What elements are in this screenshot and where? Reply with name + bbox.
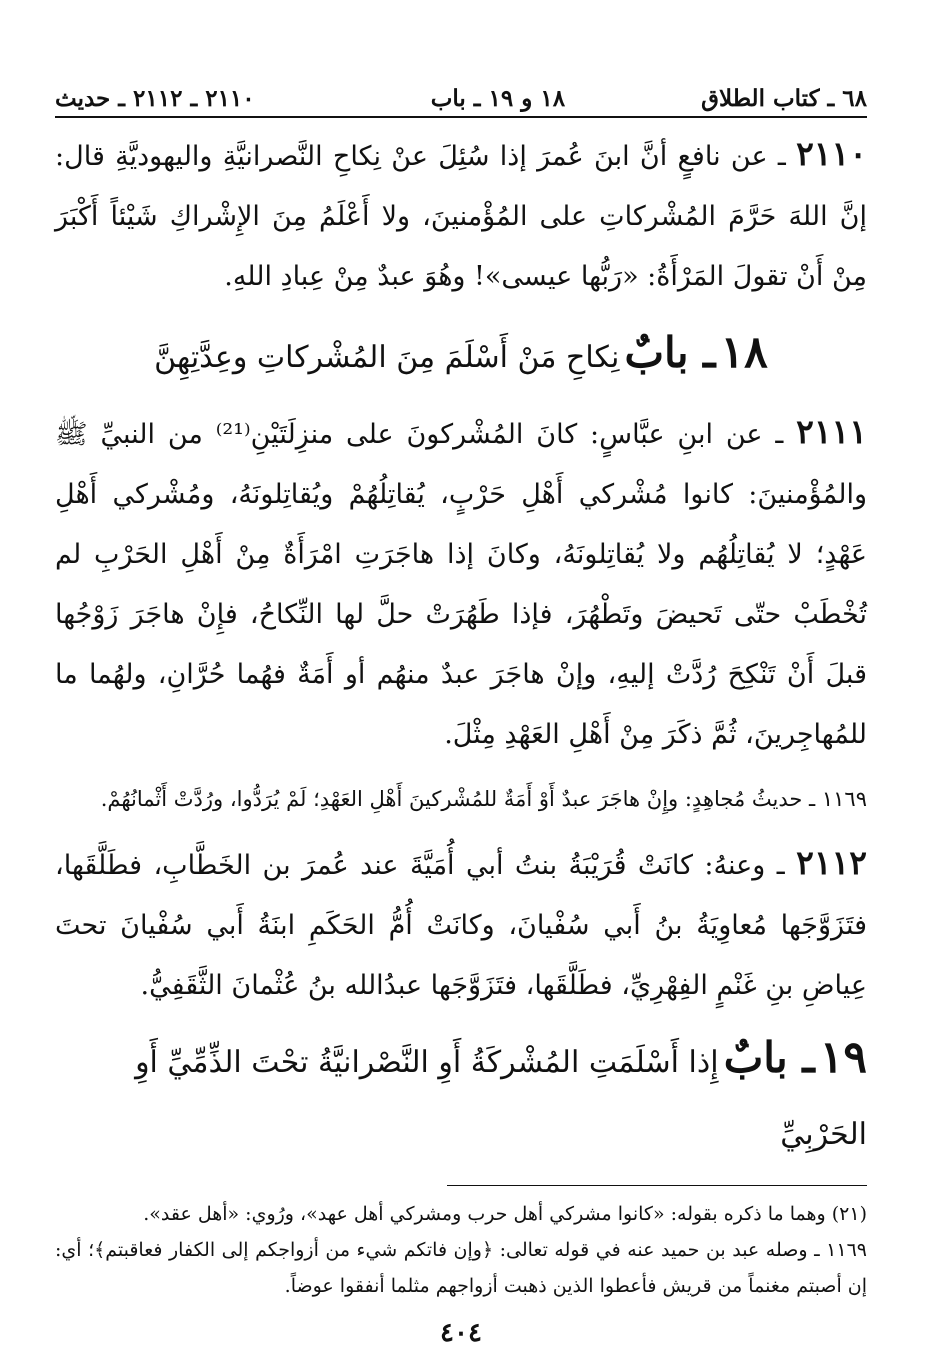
hadith-text: ـ عن نافعٍ أنَّ ابنَ عُمرَ إذا سُئِلَ عنْ نِكاحِ النَّصرانيَّةِ واليهوديَّةِ قال: إنَّ اللهَ حَرَّمَ المُشْركاتِ على المُؤْمنينَ، ولا أَعْلَمُ مِنَ الإِشْراكِ شَيْئاً أَكْبَرَ مِنْ أَنْ تقولَ المَرْأَةُ: «رَبُّها عيسى»! وهُوَ عبدٌ مِنْ عِبادِ اللهِ.: [55, 141, 867, 292]
note-text: ١١٦٩ ـ حديثُ مُجاهِدٍ: وإِنْ هاجَرَ عبدٌ أَوْ أَمَةٌ للمُشْركينَ أَهْلِ العَهْدِ؛ لَمْ يُرَدُّوا، ورُدَّتْ أَثْمانُهُمْ.: [100, 787, 867, 811]
note-1169: [55, 777, 867, 821]
header-book-title: ٦٨ ـ كتاب الطلاق: [701, 85, 867, 112]
footnote-divider: [447, 1185, 867, 1186]
header-chapter-range: ١٨ و ١٩ ـ باب: [430, 85, 566, 112]
chapter-title: إِذا أَسْلَمَتِ المُشْركَةُ أَوِ النَّصْرانيَّةُ تحْتَ الذِّمِّيِّ أَوِ الحَرْبِيِّ: [135, 1045, 867, 1152]
header-divider: [55, 116, 867, 118]
chapter-word: ـ بابٌ: [624, 328, 716, 377]
chapter-number: ١٩: [819, 1032, 867, 1083]
running-header: [55, 72, 867, 112]
chapter-number: ١٨: [720, 327, 768, 378]
chapter-title: نِكاحِ مَنْ أَسْلَمَ مِنَ المُشْركاتِ وعِدَّتِهِنَّ: [154, 340, 620, 375]
book-page: [55, 72, 867, 1348]
hadith-number: ٢١١٠: [796, 134, 867, 173]
header-hadith-range: ٢١١٠ ـ ٢١١٢ ـ حديث: [55, 85, 255, 112]
hadith-text: ـ عن ابنِ عبَّاسٍ: كانَ المُشْركونَ على منزِلَتَيْنِ⁽²¹⁾ من النبيِّ ﷺ والمُؤْمنينَ: كانوا مُشْركي أَهْلِ حَرْبٍ، يُقاتِلُهُمْ ويُقاتِلونَهُ، ومُشْركي أَهْلِ عَهْدٍ؛ لا يُقاتِلُهُم ولا يُقاتِلونَهُ، وكانَ إذا هاجَرَتِ امْرَأَةٌ مِنْ أَهْلِ الحَرْبِ لم تُخْطَبْ حتّى تَحيضَ وتَطْهُرَ، فإذا طَهُرَتْ حلَّ لها النِّكاحُ، فإِنْ هاجَرَ زَوْجُها قبلَ أَنْ تَنْكِحَ رُدَّتْ إليهِ، وإنْ هاجَرَ عبدٌ منهُم أو أَمَةٌ فهُما حُرَّانِ، ولهُما ما للمُهاجِرينَ، ثُمَّ ذكَرَ مِنْ أَهْلِ العَهْدِ مِثْلَ.: [55, 419, 867, 750]
chapter-heading-18: [55, 317, 867, 398]
chapter-word: ـ بابٌ: [723, 1033, 815, 1082]
footnote-1169: ١١٦٩ ـ وصله عبد بن حميد عنه في قوله تعالى: ﴿وإن فاتكم شيء من أزواجكم إلى الكفار فعاقبتم﴾؛ أي: إن أصبتم مغنماً من قريش فأعطوا الذين ذهبت أزواجهم مثلما أنفقوا عوضاً.: [55, 1239, 867, 1297]
footnote-21: (٢١) وهما ما ذكره بقوله: «كانوا مشركي أهل حرب ومشركي أهل عهد»، ورُوي: «أهل عقد».: [143, 1203, 867, 1225]
hadith-number: ٢١١١: [796, 412, 868, 451]
page-number: ٤٠٤: [440, 1318, 482, 1348]
hadith-2111: [55, 402, 867, 765]
hadith-2112: [55, 833, 867, 1016]
hadith-2110: [55, 124, 867, 307]
hadith-text: ـ وعنهُ: كانَتْ قُرَيْبَةُ بنتُ أبي أُمَيَّةَ عند عُمرَ بن الخَطَّابِ، فطَلَّقَها، فتَزَوَّجَها مُعاوِيَةُ بنُ أَبي سُفْيانَ، وكانَتْ أُمُّ الحَكَمِ ابنَةُ أَبي سُفْيانَ تحتَ عِياضِ بنِ غَنْمٍ الفِهْرِيِّ، فطَلَّقَها، فتَزَوَّجَها عبدُالله بنُ عُثْمانَ الثَّقَفِيُّ.: [55, 850, 867, 1001]
hadith-number: ٢١١٢: [796, 843, 867, 882]
chapter-heading-19: [55, 1024, 867, 1173]
